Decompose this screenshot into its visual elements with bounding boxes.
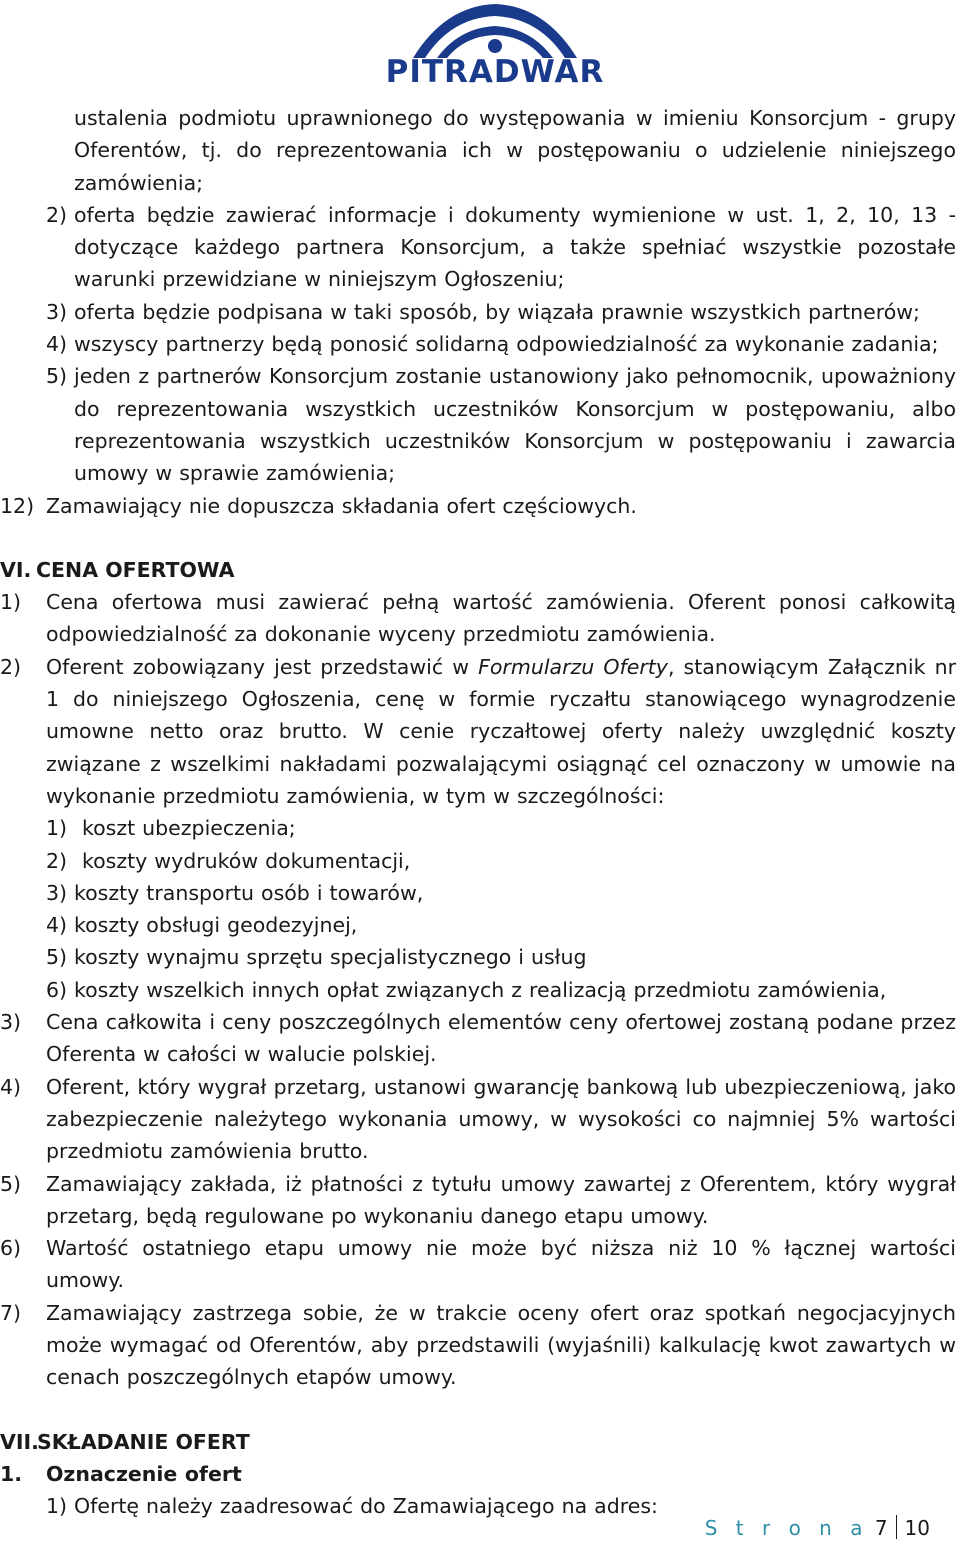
item-text: Cena całkowita i ceny poszczególnych elementów ceny ofertowej zostaną podane przez Oferenta w całości w walucie polskiej.	[46, 1010, 956, 1067]
subitem-text: koszty wydruków dokumentacji,	[82, 848, 411, 873]
subitem-number: 2)	[46, 848, 68, 873]
cost-subitem	[0, 812, 960, 844]
item-text: Zamawiający zastrzega sobie, że w trakcie oceny ofert oraz spotkań negocjacyjnych może wymagać od Oferentów, aby przedstawili (wyjaśnili) kalkulację kwot zawartych w cenach poszczególnych etapów umowy.	[46, 1300, 956, 1390]
cost-subitem	[0, 974, 960, 1006]
price-item	[0, 1071, 960, 1168]
logo-emblem	[355, 2, 635, 86]
item-text: Oferent, który wygrał przetarg, ustanowi gwarancję bankową lub ubezpieczeniową, jako zabezpieczenie należytego wykonania umowy, w wysokości co najmniej 5% wartości przedmiotu zamówienia brutto.	[46, 1074, 956, 1164]
item-number: 5)	[0, 1171, 22, 1196]
paragraph: ustalenia podmiotu uprawnionego do występowania w imieniu Konsorcjum - grupy Oferentów, tj. do reprezentowania ich w postępowaniu o udzielenie niniejszego zamówienia;	[74, 106, 956, 195]
document-body	[0, 102, 960, 1522]
item-text: Zamawiający zakłada, iż płatności z tytułu umowy zawartej z Oferentem, który wygrał przetarg, będą regulowane po wykonaniu danego etapu umowy.	[46, 1171, 956, 1228]
price-item	[0, 1297, 960, 1394]
item-number: 3)	[46, 299, 68, 324]
subitem-text: koszt ubezpieczenia;	[82, 816, 296, 841]
page-total: 10	[904, 1516, 930, 1540]
item-text: Ofertę należy zaadresować do Zamawiającego na adres:	[74, 1494, 658, 1519]
item-text: Cena ofertowa musi zawierać pełną wartość zamówienia. Oferent ponosi całkowitą odpowiedzialność za dokonanie wyceny przedmiotu zamówienia.	[46, 590, 956, 647]
item-number: 4)	[46, 332, 68, 357]
price-item	[0, 1232, 960, 1297]
price-item	[0, 586, 960, 651]
subitem-text: koszty wynajmu sprzętu specjalistycznego i usług	[74, 945, 587, 970]
section-title: CENA OFERTOWA	[36, 557, 235, 582]
subitem-number: 5)	[46, 945, 68, 970]
item-text: Oferent zobowiązany jest przedstawić w Formularzu Oferty, stanowiącym Załącznik nr 1 do niniejszego Ogłoszenia, cenę w formie ryczałtu stanowiącego wynagrodzenie umowne netto oraz brutto. W cenie ryczałtowej oferty należy uwzględnić koszty związane z wszelkimi nakładami pozwalającymi osiągnąć cel oznaczony w umowie na wykonanie przedmiotu zamówienia, w tym w szczególności:	[46, 654, 956, 808]
subitem-number: 3)	[46, 880, 68, 905]
company-logo	[355, 2, 635, 86]
price-item	[0, 1006, 960, 1071]
item-text: Wartość ostatniego etapu umowy nie może być niższa niż 10 % łącznej wartości umowy.	[46, 1236, 956, 1293]
item-text: oferta będzie zawierać informacje i dokumenty wymienione w ust. 1, 2, 10, 13 - dotyczące każdego partnera Konsorcjum, a także spełniać wszystkie pozostałe warunki przewidziane w niniejszym Ogłoszeniu;	[74, 202, 956, 292]
page-number: 7	[874, 1516, 888, 1540]
consortium-item	[0, 296, 960, 328]
item-number: 12)	[0, 493, 35, 518]
consortium-item	[0, 328, 960, 360]
subitem-text: koszty wszelkich innych opłat związanych z realizacją przedmiotu zamówienia,	[74, 977, 887, 1002]
cost-subitem	[0, 877, 960, 909]
cost-subitem	[0, 909, 960, 941]
price-item	[0, 651, 960, 812]
item-number: 3)	[0, 1010, 22, 1035]
subsection-number: 1.	[0, 1461, 23, 1486]
subitem-number: 1)	[46, 816, 68, 841]
item-12	[0, 490, 960, 522]
section-number: VI.	[0, 557, 32, 582]
form-name: Formularzu Oferty	[478, 654, 668, 679]
section-heading-vi	[0, 554, 960, 586]
section-heading-vii	[0, 1426, 960, 1458]
item-number: 1)	[0, 590, 22, 615]
section-title: SKŁADANIE OFERT	[37, 1429, 250, 1454]
subitem-number: 6)	[46, 977, 68, 1002]
page-footer	[705, 1515, 930, 1540]
consortium-item	[0, 360, 960, 489]
item-number: 6)	[0, 1236, 22, 1261]
page-label: S t r o n a	[704, 1516, 869, 1540]
subitem-number: 4)	[46, 913, 68, 938]
item-number: 5)	[46, 364, 68, 389]
item-number: 1)	[46, 1494, 68, 1519]
subsection-heading	[0, 1458, 960, 1490]
subitem-text: koszty obsługi geodezyjnej,	[74, 913, 358, 938]
item-number: 2)	[46, 202, 68, 227]
item-number: 2)	[0, 654, 22, 679]
item-text: wszyscy partnerzy będą ponosić solidarną odpowiedzialność za wykonanie zadania;	[74, 332, 939, 357]
item-number: 7)	[0, 1300, 22, 1325]
subitem-text: koszty transportu osób i towarów,	[74, 880, 424, 905]
cost-subitem	[0, 845, 960, 877]
section-number: VII.	[0, 1429, 39, 1454]
logo-wordmark: PITRADWAR	[385, 54, 605, 86]
consortium-intro	[0, 102, 960, 199]
item-text: Zamawiający nie dopuszcza składania ofert częściowych.	[46, 493, 637, 518]
cost-subitem	[0, 941, 960, 973]
page-separator	[896, 1515, 897, 1539]
consortium-item	[0, 199, 960, 296]
item-number: 4)	[0, 1074, 22, 1099]
price-item	[0, 1168, 960, 1233]
item-text: oferta będzie podpisana w taki sposób, by wiązała prawnie wszystkich partnerów;	[74, 299, 920, 324]
item-text: jeden z partnerów Konsorcjum zostanie ustanowiony jako pełnomocnik, upoważniony do reprezentowania wszystkich uczestników Konsorcjum w postępowaniu, albo reprezentowania wszystkich uczestników Konsorcjum w postępowaniu i zawarcia umowy w sprawie zamówienia;	[74, 364, 956, 486]
subsection-title: Oznaczenie ofert	[46, 1461, 242, 1486]
